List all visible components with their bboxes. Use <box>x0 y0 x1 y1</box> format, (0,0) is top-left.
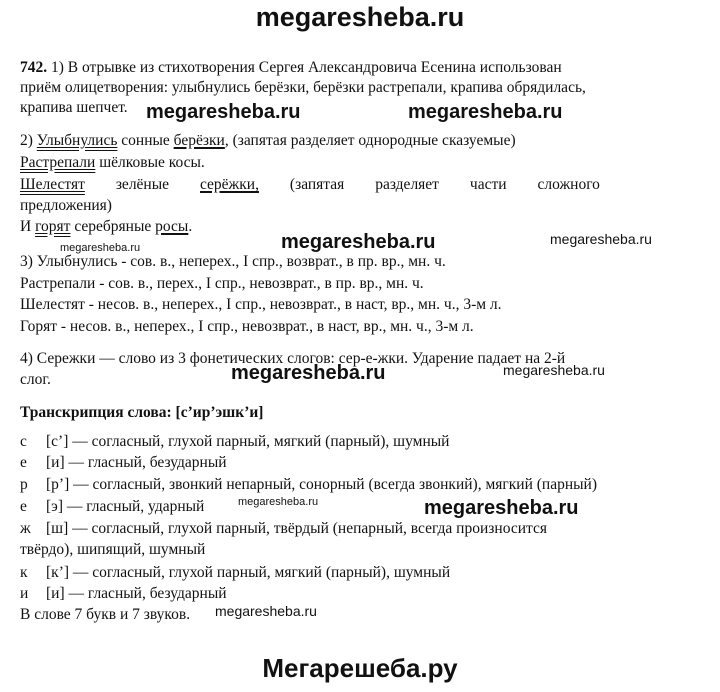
phoneme-sound: [и] <box>46 454 65 471</box>
phoneme-letter: к <box>20 564 28 581</box>
text-fragment: . <box>188 218 193 235</box>
text-fragment: шёлковые косы. <box>99 154 205 171</box>
predicate-word: Улыбнулись <box>36 132 118 149</box>
watermark: megaresheba.ru <box>238 496 319 508</box>
watermark: megaresheba.ru <box>281 231 436 253</box>
phoneme-desc: — согласный, глухой парный, мягкий (парный), шумный <box>72 564 451 581</box>
task-line: предложения) <box>20 197 112 214</box>
text-fragment: сложного <box>537 176 600 193</box>
text-fragment: зелёные <box>115 176 170 193</box>
subject-word: серёжки, <box>199 176 259 193</box>
subject-word: берёзки <box>173 132 225 149</box>
phoneme-letter: ж <box>20 520 31 537</box>
predicate-word: Растрепали <box>20 154 96 171</box>
transcription-title: Транскрипция слова: [с’ир’эшк’и] <box>20 404 264 421</box>
task-line <box>20 217 192 236</box>
watermark: megaresheba.ru <box>424 497 579 519</box>
task-line-justified <box>20 175 600 194</box>
phoneme-row <box>20 475 597 494</box>
phoneme-desc: — согласный, глухой парный, мягкий (парный), шумный <box>72 433 450 450</box>
text-fragment: разделяет <box>375 176 439 193</box>
phoneme-row <box>20 584 227 603</box>
phoneme-row <box>20 519 547 538</box>
predicate-word: горят <box>35 218 71 235</box>
phoneme-letter: и <box>20 585 29 602</box>
task-line: 4) Сережки — слово из 3 фонетических слогов: сер-е-жки. Ударение падает на 2-й <box>20 350 566 367</box>
task-line: слог. <box>20 371 51 388</box>
watermark: megaresheba.ru <box>408 101 563 123</box>
task-line: Горят - несов. в., неперех., I спр., невозврат., в наст, вр., мн. ч., 3-м л. <box>20 318 474 335</box>
header-logo: megaresheba.ru <box>255 2 465 32</box>
phoneme-desc: твёрдо), шипящий, шумный <box>20 541 206 558</box>
watermark: megaresheba.ru <box>215 603 317 619</box>
phoneme-sound: [с’] <box>46 433 69 450</box>
phoneme-sound: [р’] <box>46 476 70 493</box>
text-fragment: , (запятая разделяет однородные сказуемые) <box>224 132 516 149</box>
phoneme-desc: — гласный, безударный <box>68 585 227 602</box>
task-line: крапива шепчет. <box>20 99 128 116</box>
task-line: 3) Улыбнулись - сов. в., неперех., I спр., возврат., в пр. вр., мн. ч. <box>20 253 446 270</box>
text-fragment: серебряные <box>74 218 152 235</box>
phoneme-row <box>20 432 449 451</box>
summary-line: В слове 7 букв и 7 звуков. <box>20 606 191 623</box>
footer-logo: Мегарешеба.ру <box>262 653 458 683</box>
phoneme-letter: с <box>20 433 27 450</box>
watermark: megaresheba.ru <box>231 362 386 384</box>
phoneme-row <box>20 453 227 472</box>
phoneme-letter: е <box>20 498 27 515</box>
task-line: Шелестят - несов. в., неперех., I спр., невозврат., в наст, вр., мн. ч., 3-м л. <box>20 296 502 313</box>
subject-word: росы <box>155 218 189 235</box>
task-text: 1) В отрывке из стихотворения Сергея Александровича Есенина использован <box>51 59 562 76</box>
watermark: megaresheba.ru <box>550 231 652 247</box>
task-line: Растрепали - сов. в., перех., I спр., невозврат., в пр. вр., мн. ч. <box>20 275 424 292</box>
phoneme-row <box>20 497 204 516</box>
task-number: 742. <box>20 59 48 76</box>
task-line: приём олицетворения: улыбнулись берёзки, берёзки растрепали, крапива обрядилась, <box>20 79 586 96</box>
item-number: 2) <box>20 132 33 149</box>
phoneme-desc: — гласный, безударный <box>68 454 227 471</box>
task-line <box>20 131 516 150</box>
watermark: megaresheba.ru <box>503 362 605 378</box>
phoneme-desc: — согласный, звонкий непарный, сонорный (всегда звонкий), мягкий (парный) <box>73 476 597 493</box>
phoneme-row-continued <box>20 540 205 559</box>
phoneme-letter: е <box>20 454 27 471</box>
text-fragment: части <box>469 176 507 193</box>
phoneme-letter: р <box>20 476 28 493</box>
phoneme-sound: [э] <box>46 498 63 515</box>
task-line <box>20 153 205 172</box>
phoneme-sound: [ш] <box>46 520 69 537</box>
watermark: megaresheba.ru <box>60 242 141 254</box>
phoneme-sound: [к’] <box>46 564 70 581</box>
task-line <box>20 58 562 77</box>
phoneme-desc: — гласный, ударный <box>66 498 205 515</box>
text-fragment: сонные <box>121 132 170 149</box>
phoneme-sound: [и] <box>46 585 65 602</box>
phoneme-desc: — согласный, глухой парный, твёрдый (непарный, всегда произносится <box>72 520 547 537</box>
predicate-word: Шелестят <box>20 176 85 193</box>
watermark: megaresheba.ru <box>146 101 301 123</box>
text-fragment: И <box>20 218 32 235</box>
text-fragment: (запятая <box>289 176 345 193</box>
phoneme-row <box>20 563 450 582</box>
